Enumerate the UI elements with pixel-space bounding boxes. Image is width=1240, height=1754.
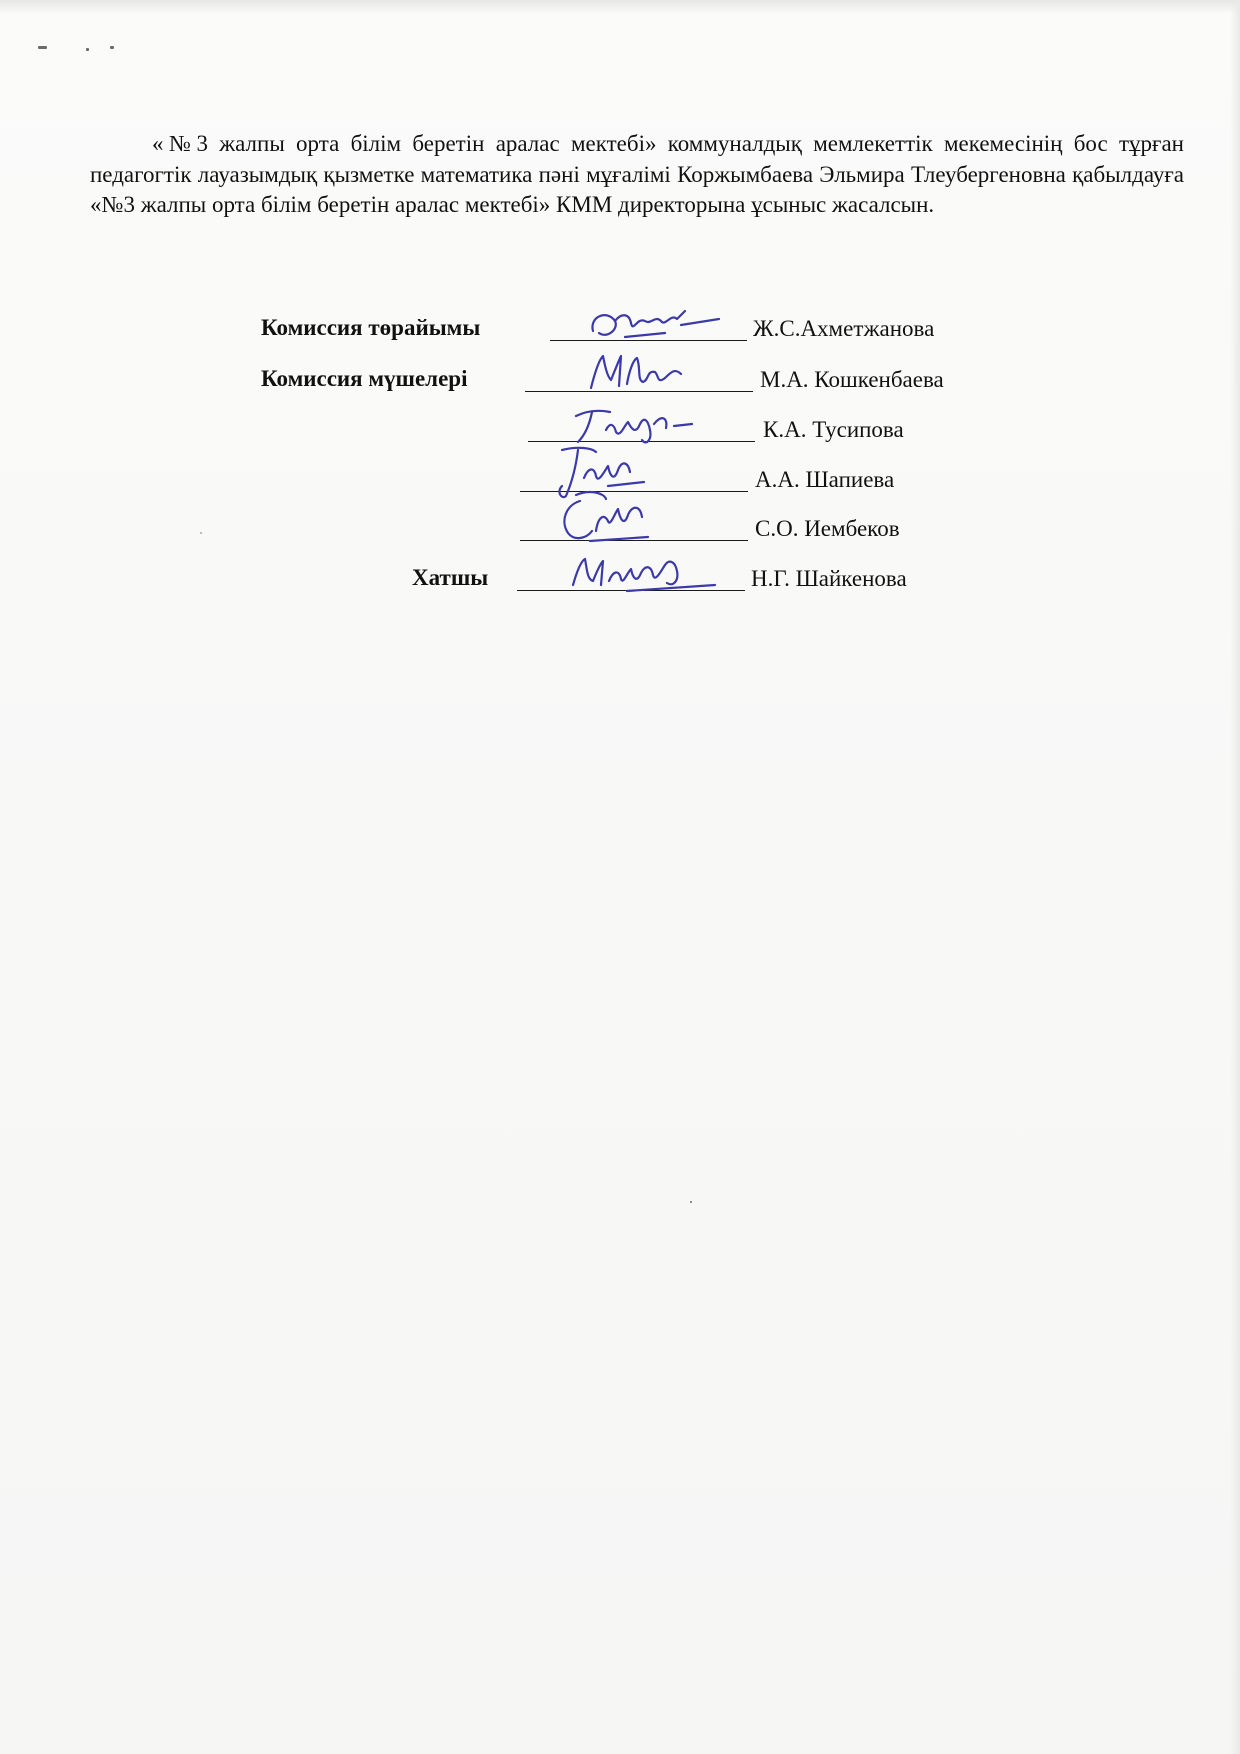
- signature-role: Комиссия төрайымы: [261, 315, 481, 340]
- signature-name: А.А. Шапиева: [755, 467, 895, 492]
- signature-name: К.А. Тусипова: [763, 417, 904, 442]
- handwritten-signature: [585, 303, 725, 347]
- scan-shadow-top: [0, 0, 1240, 14]
- signature-row-member: [0, 358, 1240, 398]
- scan-speck: [110, 46, 114, 49]
- signature-row-secretary: [0, 557, 1240, 597]
- handwritten-signature: [556, 487, 666, 549]
- signature-row-member: [0, 507, 1240, 547]
- document-paragraph: «№3 жалпы орта білім беретін аралас мектебі» коммуналдық мемлекеттік мекемесінің бос тұрған педагогтік лауазымдық қызметке математика пәні мұғалімі Коржымбаева Эльмира Тлеубергеновна қабылдауға «№3 жалпы орта білім беретін аралас мектебі» КММ директорына ұсыныс жасалсын.: [90, 131, 1184, 217]
- scan-speck: [38, 46, 47, 49]
- scan-shadow-right: [1230, 0, 1240, 1754]
- signature-role: Хатшы: [412, 565, 489, 590]
- signature-name: Н.Г. Шайкенова: [751, 566, 907, 591]
- handwritten-signature: [565, 551, 725, 597]
- scan-speck: [690, 1201, 692, 1203]
- scan-speck: [86, 48, 89, 51]
- signature-row-chair: [0, 307, 1240, 347]
- signature-name: С.О. Иембеков: [755, 516, 900, 541]
- signature-name: Ж.С.Ахметжанова: [753, 316, 935, 341]
- handwritten-signature: [585, 350, 695, 398]
- signature-role: Комиссия мүшелері: [261, 366, 468, 391]
- signature-name: М.А. Кошкенбаева: [760, 367, 944, 392]
